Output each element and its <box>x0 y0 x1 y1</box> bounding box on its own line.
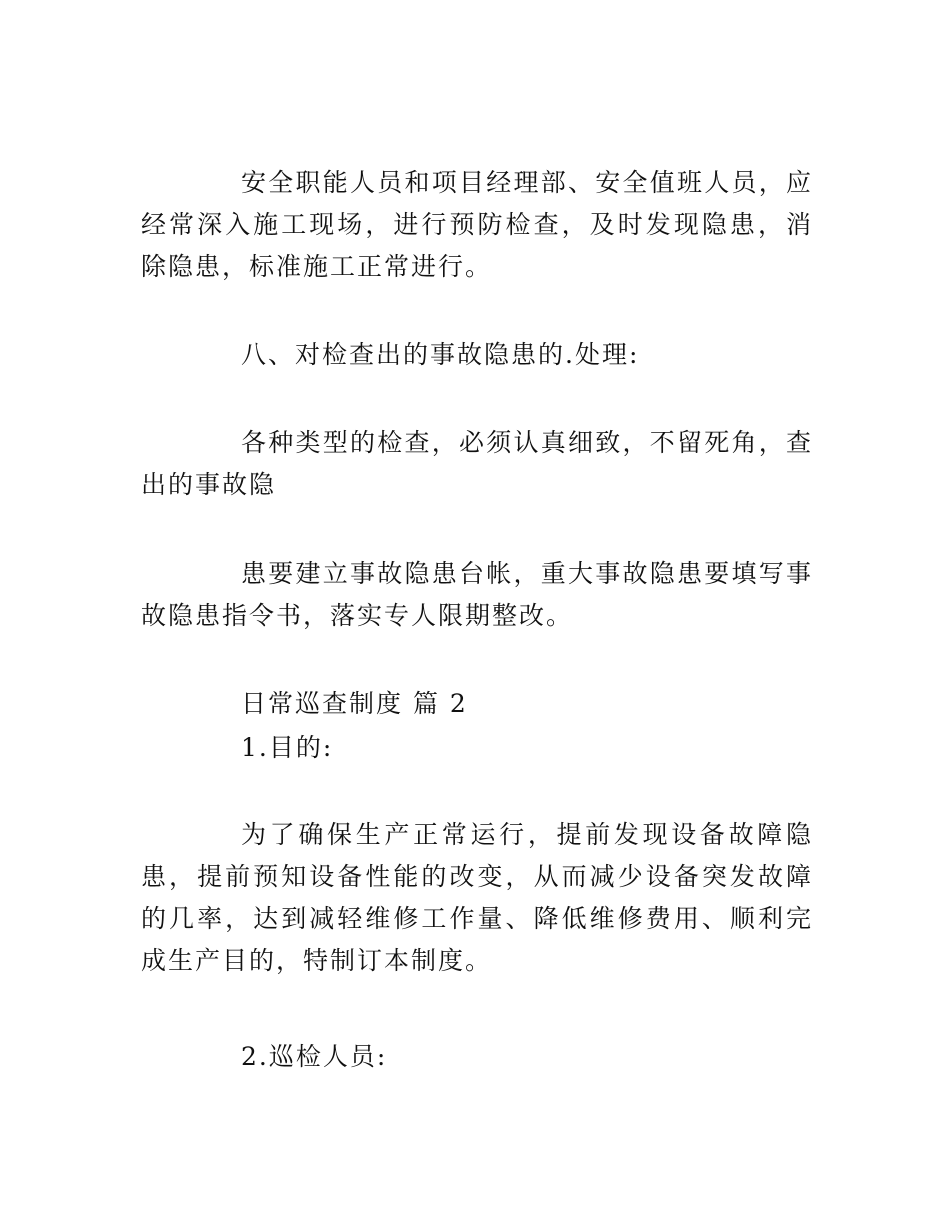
heading-hazard-handling: 八、对检查出的事故隐患的.处理: <box>241 340 640 369</box>
heading-purpose: 1.目的: <box>241 733 334 762</box>
paragraph-safety-staff-inspection: 安全职能人员和项目经理部、安全值班人员，应经常深入施工现场，进行预防检查，及时发现隐患，消除隐患，标准施工正常进行。 <box>141 168 813 281</box>
paragraph-purpose-body: 为了确保生产正常运行，提前发现设备故障隐患，提前预知设备性能的改变，从而减少设备突发故障的几率，达到减轻维修工作量、降低维修费用、顺利完成生产目的，特制订本制度。 <box>141 820 813 975</box>
heading-patrol-staff: 2.巡检人员: <box>241 1042 388 1071</box>
section-title-daily-patrol: 日常巡查制度 篇 2 <box>241 689 468 718</box>
paragraph-inspection-types: 各种类型的检查，必须认真细致，不留死角，查出的事故隐 <box>141 428 813 499</box>
paragraph-hazard-ledger: 患要建立事故隐患台帐，重大事故隐患要填写事故隐患指令书，落实专人限期整改。 <box>141 559 813 630</box>
